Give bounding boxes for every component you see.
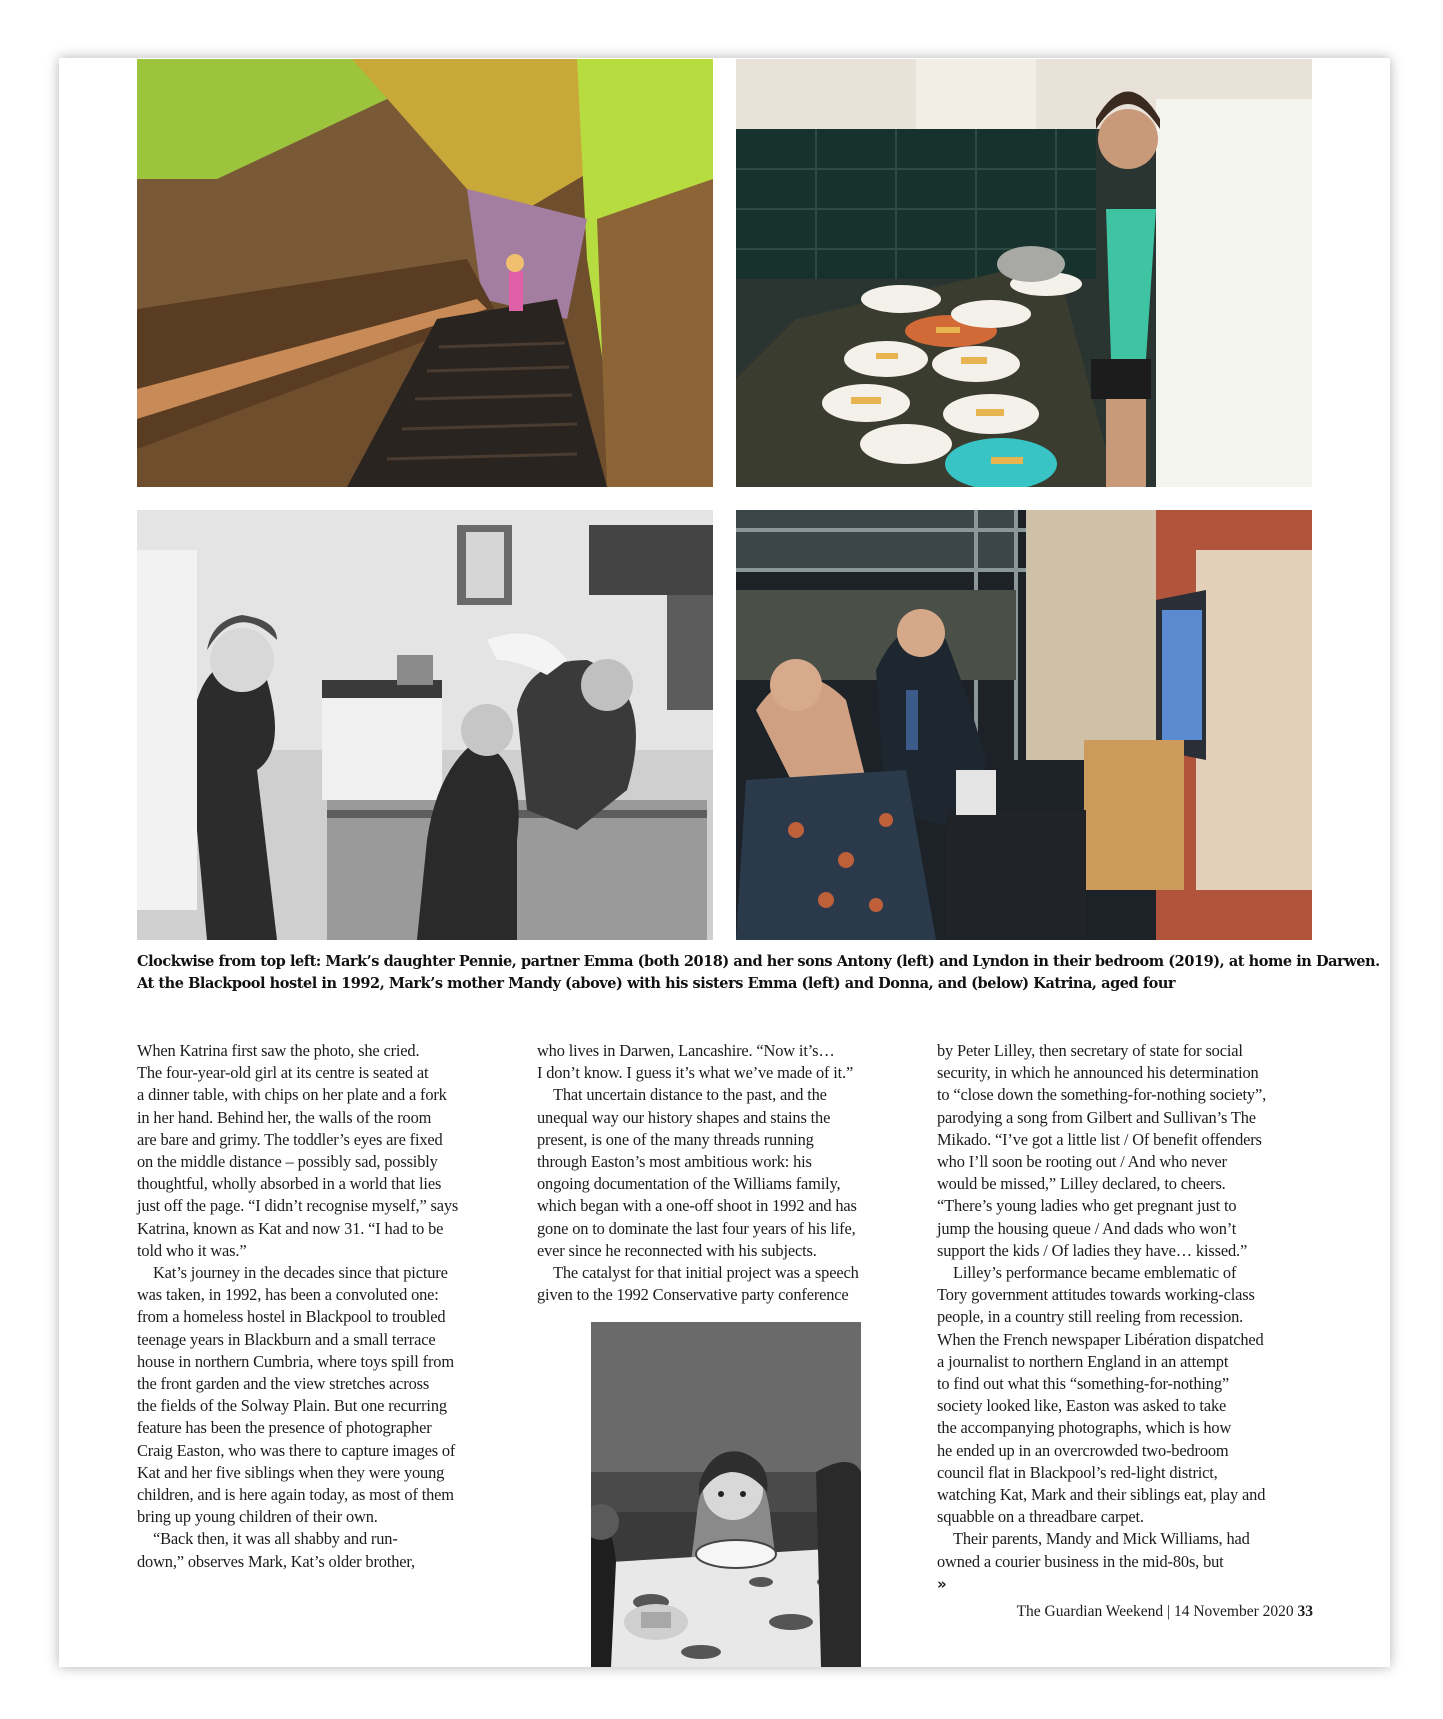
text-line: unequal way our history shapes and stains the [537, 1107, 831, 1127]
text-line: Katrina, known as Kat and now 31. “I had to be [137, 1218, 444, 1238]
text-line: Mikado. “I’ve got a little list / Of benefit offenders [937, 1129, 1262, 1149]
footer-separator: | [1166, 1603, 1171, 1620]
text-line: a dinner table, with chips on her plate and a fork [137, 1085, 447, 1105]
text-line: the accompanying photographs, which is how [937, 1418, 1232, 1438]
magazine-page [59, 58, 1390, 1667]
text-line: jump the housing queue / And dads who won’t [937, 1218, 1237, 1238]
text-line: “Back then, it was all shabby and run- [153, 1529, 398, 1549]
text-line: When the French newspaper Libération dispatched [937, 1329, 1264, 1349]
text-line: was taken, in 1992, has been a convoluted one: [137, 1285, 439, 1305]
text-line: just off the page. “I didn’t recognise myself,” says [137, 1196, 459, 1216]
text-line: Their parents, Mandy and Mick Williams, had [953, 1529, 1250, 1549]
text-line: When Katrina first saw the photo, she cried. [137, 1041, 420, 1060]
hostel-photo [137, 510, 713, 940]
child-at-table-photo [591, 1322, 861, 1667]
text-line: which began with a one-off shoot in 1992 and has [537, 1196, 857, 1216]
text-line: The catalyst for that initial project was a speech [553, 1263, 859, 1283]
kitchen-photo [736, 59, 1312, 487]
text-line: ever since he reconnected with his subjects. [537, 1240, 817, 1260]
continue-arrow-icon: » [937, 1574, 947, 1593]
text-line [937, 1551, 1307, 1595]
text-line: from a homeless hostel in Blackpool to troubled [137, 1307, 446, 1327]
text-line: gone on to dominate the last four years of his life, [537, 1218, 856, 1238]
text-line: Kat’s journey in the decades since that picture [153, 1263, 448, 1283]
text-line: ongoing documentation of the Williams family, [537, 1174, 841, 1194]
text-line-content: owned a courier business in the mid-80s, but [937, 1551, 1224, 1571]
text-line: children, and is here again today, as most of them [137, 1485, 454, 1505]
text-line: given to the 1992 Conservative party conference [537, 1285, 849, 1305]
text-line: house in northern Cumbria, where toys spill from [137, 1351, 454, 1371]
stairwell-photo [137, 59, 713, 487]
issue-date: 14 November 2020 [1173, 1603, 1294, 1620]
text-line: a journalist to northern England in an attempt [937, 1351, 1229, 1371]
text-line: Craig Easton, who was there to capture images of [137, 1440, 456, 1460]
page-footer [1017, 1603, 1313, 1621]
text-line: to find out what this “something-for-nothing” [937, 1374, 1230, 1394]
text-line: in her hand. Behind her, the walls of the room [137, 1107, 432, 1127]
text-line: Lilley’s performance became emblematic of [953, 1263, 1237, 1283]
text-line: support the kids / Of ladies they have… kissed.” [937, 1240, 1248, 1260]
text-line: Kat and her five siblings when they were young [137, 1462, 445, 1482]
text-line: I don’t know. I guess it’s what we’ve made of it.” [537, 1063, 854, 1083]
article-column-2 [537, 1040, 907, 1306]
text-line: squabble on a threadbare carpet. [937, 1507, 1144, 1527]
text-line: council flat in Blackpool’s red-light district, [937, 1462, 1218, 1482]
text-line: to “close down the something-for-nothing society”, [937, 1085, 1267, 1105]
text-line: present, is one of the many threads running [537, 1129, 814, 1149]
photo-caption [137, 951, 1380, 995]
text-line: parodying a song from Gilbert and Sullivan’s The [937, 1107, 1256, 1127]
article-column-3 [937, 1040, 1307, 1595]
text-line: Tory government attitudes towards working-class [937, 1285, 1255, 1305]
text-line: society looked like, Easton was asked to take [937, 1396, 1227, 1416]
text-line: “There’s young ladies who get pregnant just to [937, 1196, 1237, 1216]
text-line: through Easton’s most ambitious work: his [537, 1152, 812, 1172]
bedroom-photo [736, 510, 1312, 940]
text-line: who I’ll soon be rooting out / And who never [937, 1152, 1227, 1172]
page-number: 33 [1297, 1603, 1313, 1620]
article-column-1 [137, 1040, 507, 1573]
text-line: on the middle distance – possibly sad, possibly [137, 1152, 438, 1172]
text-line: the fields of the Solway Plain. But one recurring [137, 1396, 447, 1416]
text-line: would be missed,” Lilley declared, to cheers. [937, 1174, 1226, 1194]
text-line: people, in a country still reeling from recession. [937, 1307, 1244, 1327]
text-line: security, in which he announced his determination [937, 1063, 1259, 1083]
text-line: feature has been the presence of photographer [137, 1418, 432, 1438]
caption-line: Clockwise from top left: Mark’s daughter Pennie, partner Emma (both 2018) and her sons Antony (left) and Lyndon in their bedroom (2019), at home in Darwen. [137, 953, 1380, 970]
text-line: the front garden and the view stretches across [137, 1374, 430, 1394]
text-line: down,” observes Mark, Kat’s older brother, [137, 1551, 415, 1571]
text-line: who lives in Darwen, Lancashire. “Now it’s… [537, 1041, 835, 1060]
text-line: he ended up in an overcrowded two-bedroom [937, 1440, 1229, 1460]
text-line: told who it was.” [137, 1240, 247, 1260]
text-line: The four-year-old girl at its centre is seated at [137, 1063, 429, 1083]
text-line: thoughtful, wholly absorbed in a world that lies [137, 1174, 442, 1194]
text-line: bring up young children of their own. [137, 1507, 378, 1527]
text-line: That uncertain distance to the past, and the [553, 1085, 827, 1105]
text-line: are bare and grimy. The toddler’s eyes are fixed [137, 1129, 443, 1149]
caption-line: At the Blackpool hostel in 1992, Mark’s mother Mandy (above) with his sisters Emma (left) and Donna, and (below) Katrina, aged four [137, 975, 1176, 992]
text-line: teenage years in Blackburn and a small terrace [137, 1329, 436, 1349]
publication-name: The Guardian Weekend [1016, 1603, 1164, 1620]
text-line: by Peter Lilley, then secretary of state for social [937, 1041, 1243, 1060]
text-line: watching Kat, Mark and their siblings eat, play and [937, 1485, 1266, 1505]
